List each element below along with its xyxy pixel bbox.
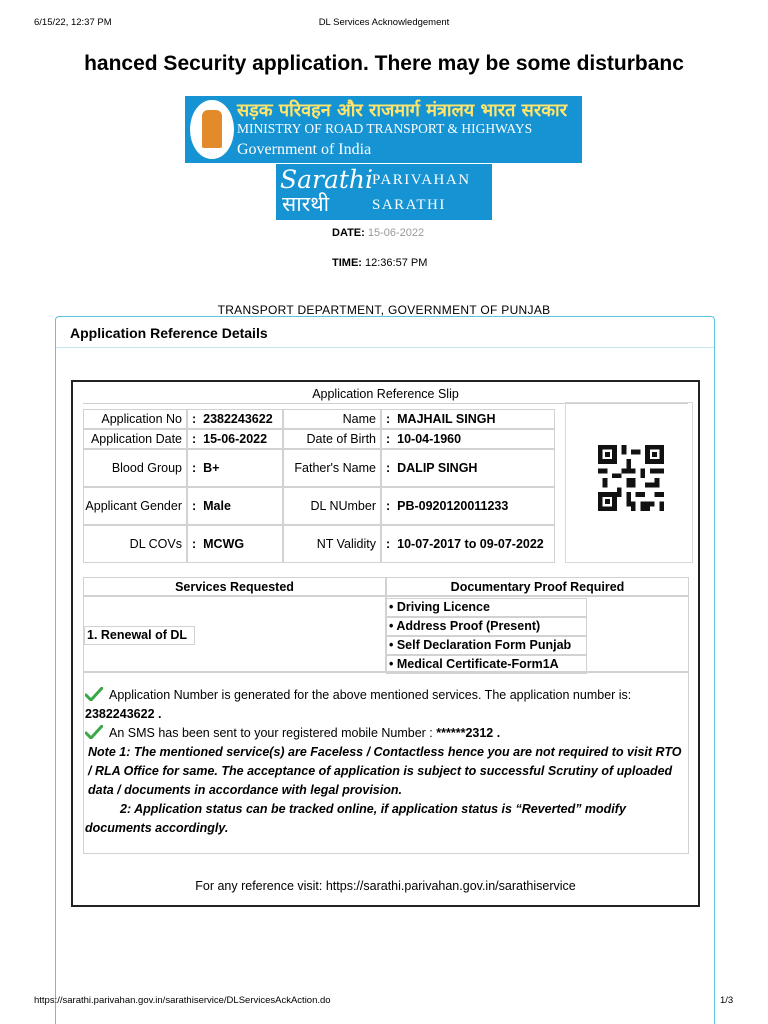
- father-name: DALIP SINGH: [397, 461, 478, 475]
- app-no: 2382243622: [203, 412, 273, 426]
- gender: Male: [203, 499, 231, 513]
- messages-box: [83, 672, 689, 854]
- qr-cell: [565, 402, 693, 563]
- date-label: DATE:: [332, 227, 365, 239]
- blood-label: Blood Group: [83, 449, 187, 487]
- date-row: [332, 227, 424, 239]
- panel-header: [56, 317, 714, 348]
- proof-header: Documentary Proof Required: [386, 577, 689, 596]
- time-value: 12:36:57 PM: [365, 257, 428, 269]
- dob: 10-04-1960: [397, 432, 462, 446]
- proof-item-4: • Medical Certificate-Form1A: [386, 655, 587, 674]
- sep: :: [386, 412, 391, 426]
- app-date-label: Application Date: [83, 429, 187, 449]
- note-2: 2: Application status can be tracked online, if application status is “Reverted” modify documents accordingly.: [85, 802, 626, 835]
- slip-title: Application Reference Slip: [312, 387, 459, 401]
- blood-group: B+: [203, 461, 220, 475]
- qr-code-icon: [596, 445, 666, 511]
- message-1-number: 2382243622 .: [85, 707, 162, 721]
- print-page-number: 1/3: [720, 995, 734, 1006]
- sep: :: [192, 461, 197, 475]
- father-value: [381, 449, 555, 487]
- app-no-value: [187, 409, 283, 429]
- sarathi-line2: SARATHI: [372, 197, 446, 213]
- sep: :: [386, 461, 391, 475]
- name-label: Name: [283, 409, 381, 429]
- check-icon: [85, 725, 103, 739]
- services-header: Services Requested: [83, 577, 386, 596]
- national-emblem-icon: [190, 100, 234, 159]
- ministry-logo: [185, 96, 582, 163]
- dl-number: PB-0920120011233: [397, 499, 509, 513]
- sarathi-logo-en: Sarathi: [280, 165, 374, 194]
- sarathi-logo: [276, 164, 492, 220]
- message-2-text: An SMS has been sent to your registered mobile Number :: [109, 726, 433, 740]
- ministry-english-text: MINISTRY OF ROAD TRANSPORT & HIGHWAYS: [237, 121, 533, 136]
- applicant-name: MAJHAIL SINGH: [397, 412, 496, 426]
- sep: :: [192, 537, 197, 551]
- nt-validity: 10-07-2017 to 09-07-2022: [397, 537, 544, 551]
- nt-value: [381, 525, 555, 563]
- note-1: Note 1: The mentioned service(s) are Faceless / Contactless hence you are not required to visit RTO / RLA Office for same. The acceptance of application is subject to successful Scrutiny of uploaded data / documents in accordance with legal provision.: [88, 745, 682, 797]
- dob-value: [381, 429, 555, 449]
- dl-value: [381, 487, 555, 525]
- sep: :: [386, 432, 391, 446]
- dob-label: Date of Birth: [283, 429, 381, 449]
- sep: :: [386, 537, 391, 551]
- reference-slip: [71, 380, 700, 907]
- blood-value: [187, 449, 283, 487]
- proof-item-2: • Address Proof (Present): [386, 617, 587, 636]
- message-2: [85, 724, 688, 743]
- cov-value: [187, 525, 283, 563]
- sep: :: [192, 412, 197, 426]
- reference-link[interactable]: For any reference visit: https://sarathi.parivahan.gov.in/sarathiservice: [195, 879, 576, 893]
- gender-label: Applicant Gender: [83, 487, 187, 525]
- message-1-text: Application Number is generated for the above mentioned services. The application number is:: [109, 688, 632, 702]
- government-text: Government of India: [237, 141, 372, 158]
- print-datetime: 6/15/22, 12:37 PM: [34, 17, 112, 28]
- sep: :: [386, 499, 391, 513]
- marquee-banner: hanced Security application. There may be some disturbanc: [84, 52, 684, 75]
- sep: :: [192, 499, 197, 513]
- app-date: 15-06-2022: [203, 432, 268, 446]
- app-date-value: [187, 429, 283, 449]
- panel-title: Application Reference Details: [70, 325, 268, 341]
- print-title: DL Services Acknowledgement: [318, 17, 450, 28]
- date-value: 15-06-2022: [367, 227, 425, 239]
- service-item: 1. Renewal of DL: [84, 626, 195, 645]
- app-no-label: Application No: [83, 409, 187, 429]
- sarathi-line1: PARIVAHAN: [372, 172, 471, 188]
- dl-covs: MCWG: [203, 537, 245, 551]
- time-label: TIME:: [332, 257, 362, 269]
- message-1: [85, 686, 688, 724]
- father-label: Father's Name: [283, 449, 381, 487]
- department-title: TRANSPORT DEPARTMENT, GOVERNMENT OF PUNJAB: [217, 303, 551, 317]
- sarathi-logo-hi: सारथी: [282, 192, 330, 216]
- check-icon: [85, 687, 103, 701]
- message-2-number: ******2312 .: [436, 726, 501, 740]
- print-url: https://sarathi.parivahan.gov.in/sarathiservice/DLServicesAckAction.do: [34, 995, 331, 1006]
- dl-label: DL NUmber: [283, 487, 381, 525]
- sep: :: [192, 432, 197, 446]
- name-value: [381, 409, 555, 429]
- nt-label: NT Validity: [283, 525, 381, 563]
- cov-label: DL COVs: [83, 525, 187, 563]
- proof-item-1: • Driving Licence: [386, 598, 587, 617]
- gender-value: [187, 487, 283, 525]
- time-row: [332, 257, 427, 269]
- proof-item-3: • Self Declaration Form Punjab: [386, 636, 587, 655]
- ministry-hindi-text: सड़क परिवहन और राजमार्ग मंत्रालय भारत सरकार: [237, 100, 568, 121]
